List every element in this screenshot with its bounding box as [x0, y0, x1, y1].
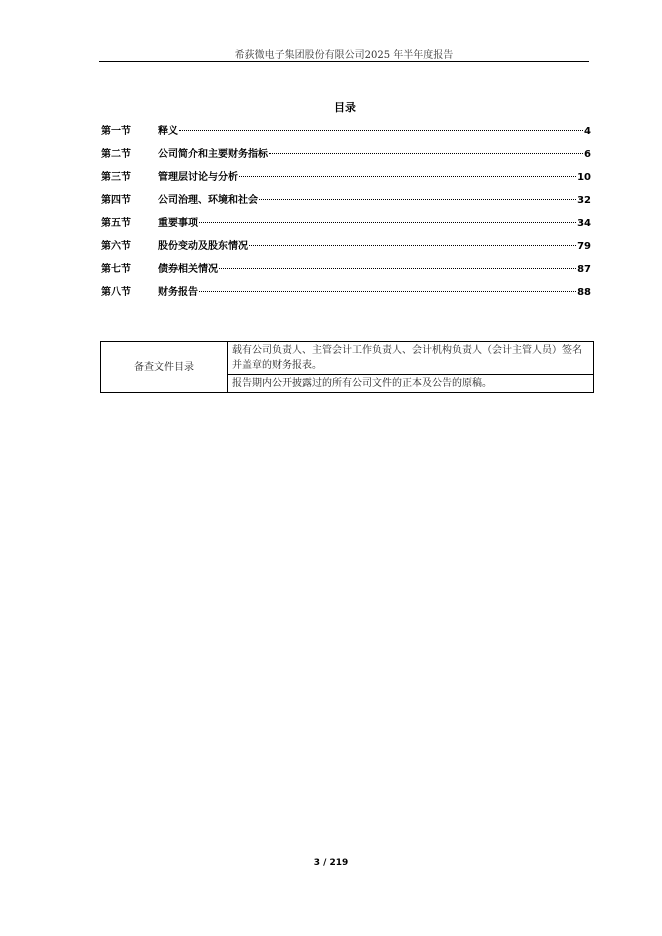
toc-entry[interactable]: [101, 260, 591, 283]
toc-entry[interactable]: [101, 283, 591, 306]
toc-section-name: 公司治理、环境和社会: [158, 195, 258, 206]
page-number: 3 / 219: [313, 858, 349, 868]
toc-dot-leader: [219, 268, 576, 269]
toc-section-number: 第二节: [101, 149, 131, 160]
toc-section-number: 第四节: [101, 195, 131, 206]
toc-entry[interactable]: [101, 122, 591, 145]
toc-entry[interactable]: [101, 191, 591, 214]
toc-page-number: 32: [577, 195, 591, 206]
toc-page-number: 4: [584, 126, 591, 137]
toc-section-number: 第八节: [101, 287, 131, 298]
reference-documents-table: [100, 341, 594, 393]
toc-page-number: 34: [577, 218, 591, 229]
toc-entry[interactable]: [101, 145, 591, 168]
toc-page-number: 6: [584, 149, 591, 160]
toc-dot-leader: [199, 291, 576, 292]
toc-dot-leader: [179, 130, 583, 131]
toc-section-number: 第三节: [101, 172, 131, 183]
toc-dot-leader: [239, 176, 576, 177]
page-header: 希荻微电子集团股份有限公司2025 年半年度报告: [234, 50, 454, 61]
reference-document-item: 报告期内公开披露过的所有公司文件的正本及公告的原稿。: [228, 375, 594, 393]
toc-section-name: 重要事项: [158, 218, 198, 229]
toc-dot-leader: [269, 153, 583, 154]
table-row: [101, 342, 594, 375]
toc-dot-leader: [259, 199, 576, 200]
toc-dot-leader: [249, 245, 576, 246]
toc-page-number: 10: [577, 172, 591, 183]
toc-section-number: 第七节: [101, 264, 131, 275]
toc-entry[interactable]: [101, 214, 591, 237]
toc-page-number: 79: [577, 241, 591, 252]
toc-section-name: 债券相关情况: [158, 264, 218, 275]
reference-document-item: 载有公司负责人、主管会计工作负责人、会计机构负责人（会计主管人员）签名并盖章的财务报表。: [228, 342, 594, 375]
toc-section-number: 第一节: [101, 126, 131, 137]
toc-page-number: 87: [577, 264, 591, 275]
header-rule: [99, 61, 589, 62]
reference-documents-label: 备查文件目录: [101, 342, 228, 393]
toc-section-name: 公司简介和主要财务指标: [158, 149, 268, 160]
toc-section-number: 第五节: [101, 218, 131, 229]
toc-section-name: 财务报告: [158, 287, 198, 298]
toc-dot-leader: [199, 222, 576, 223]
toc-section-name: 释义: [158, 126, 178, 137]
toc-entry[interactable]: [101, 168, 591, 191]
toc-section-name: 管理层讨论与分析: [158, 172, 238, 183]
toc-entry[interactable]: [101, 237, 591, 260]
toc-section-name: 股份变动及股东情况: [158, 241, 248, 252]
table-of-contents: [101, 122, 591, 306]
toc-section-number: 第六节: [101, 241, 131, 252]
toc-title: 目录: [334, 101, 356, 114]
toc-page-number: 88: [577, 287, 591, 298]
